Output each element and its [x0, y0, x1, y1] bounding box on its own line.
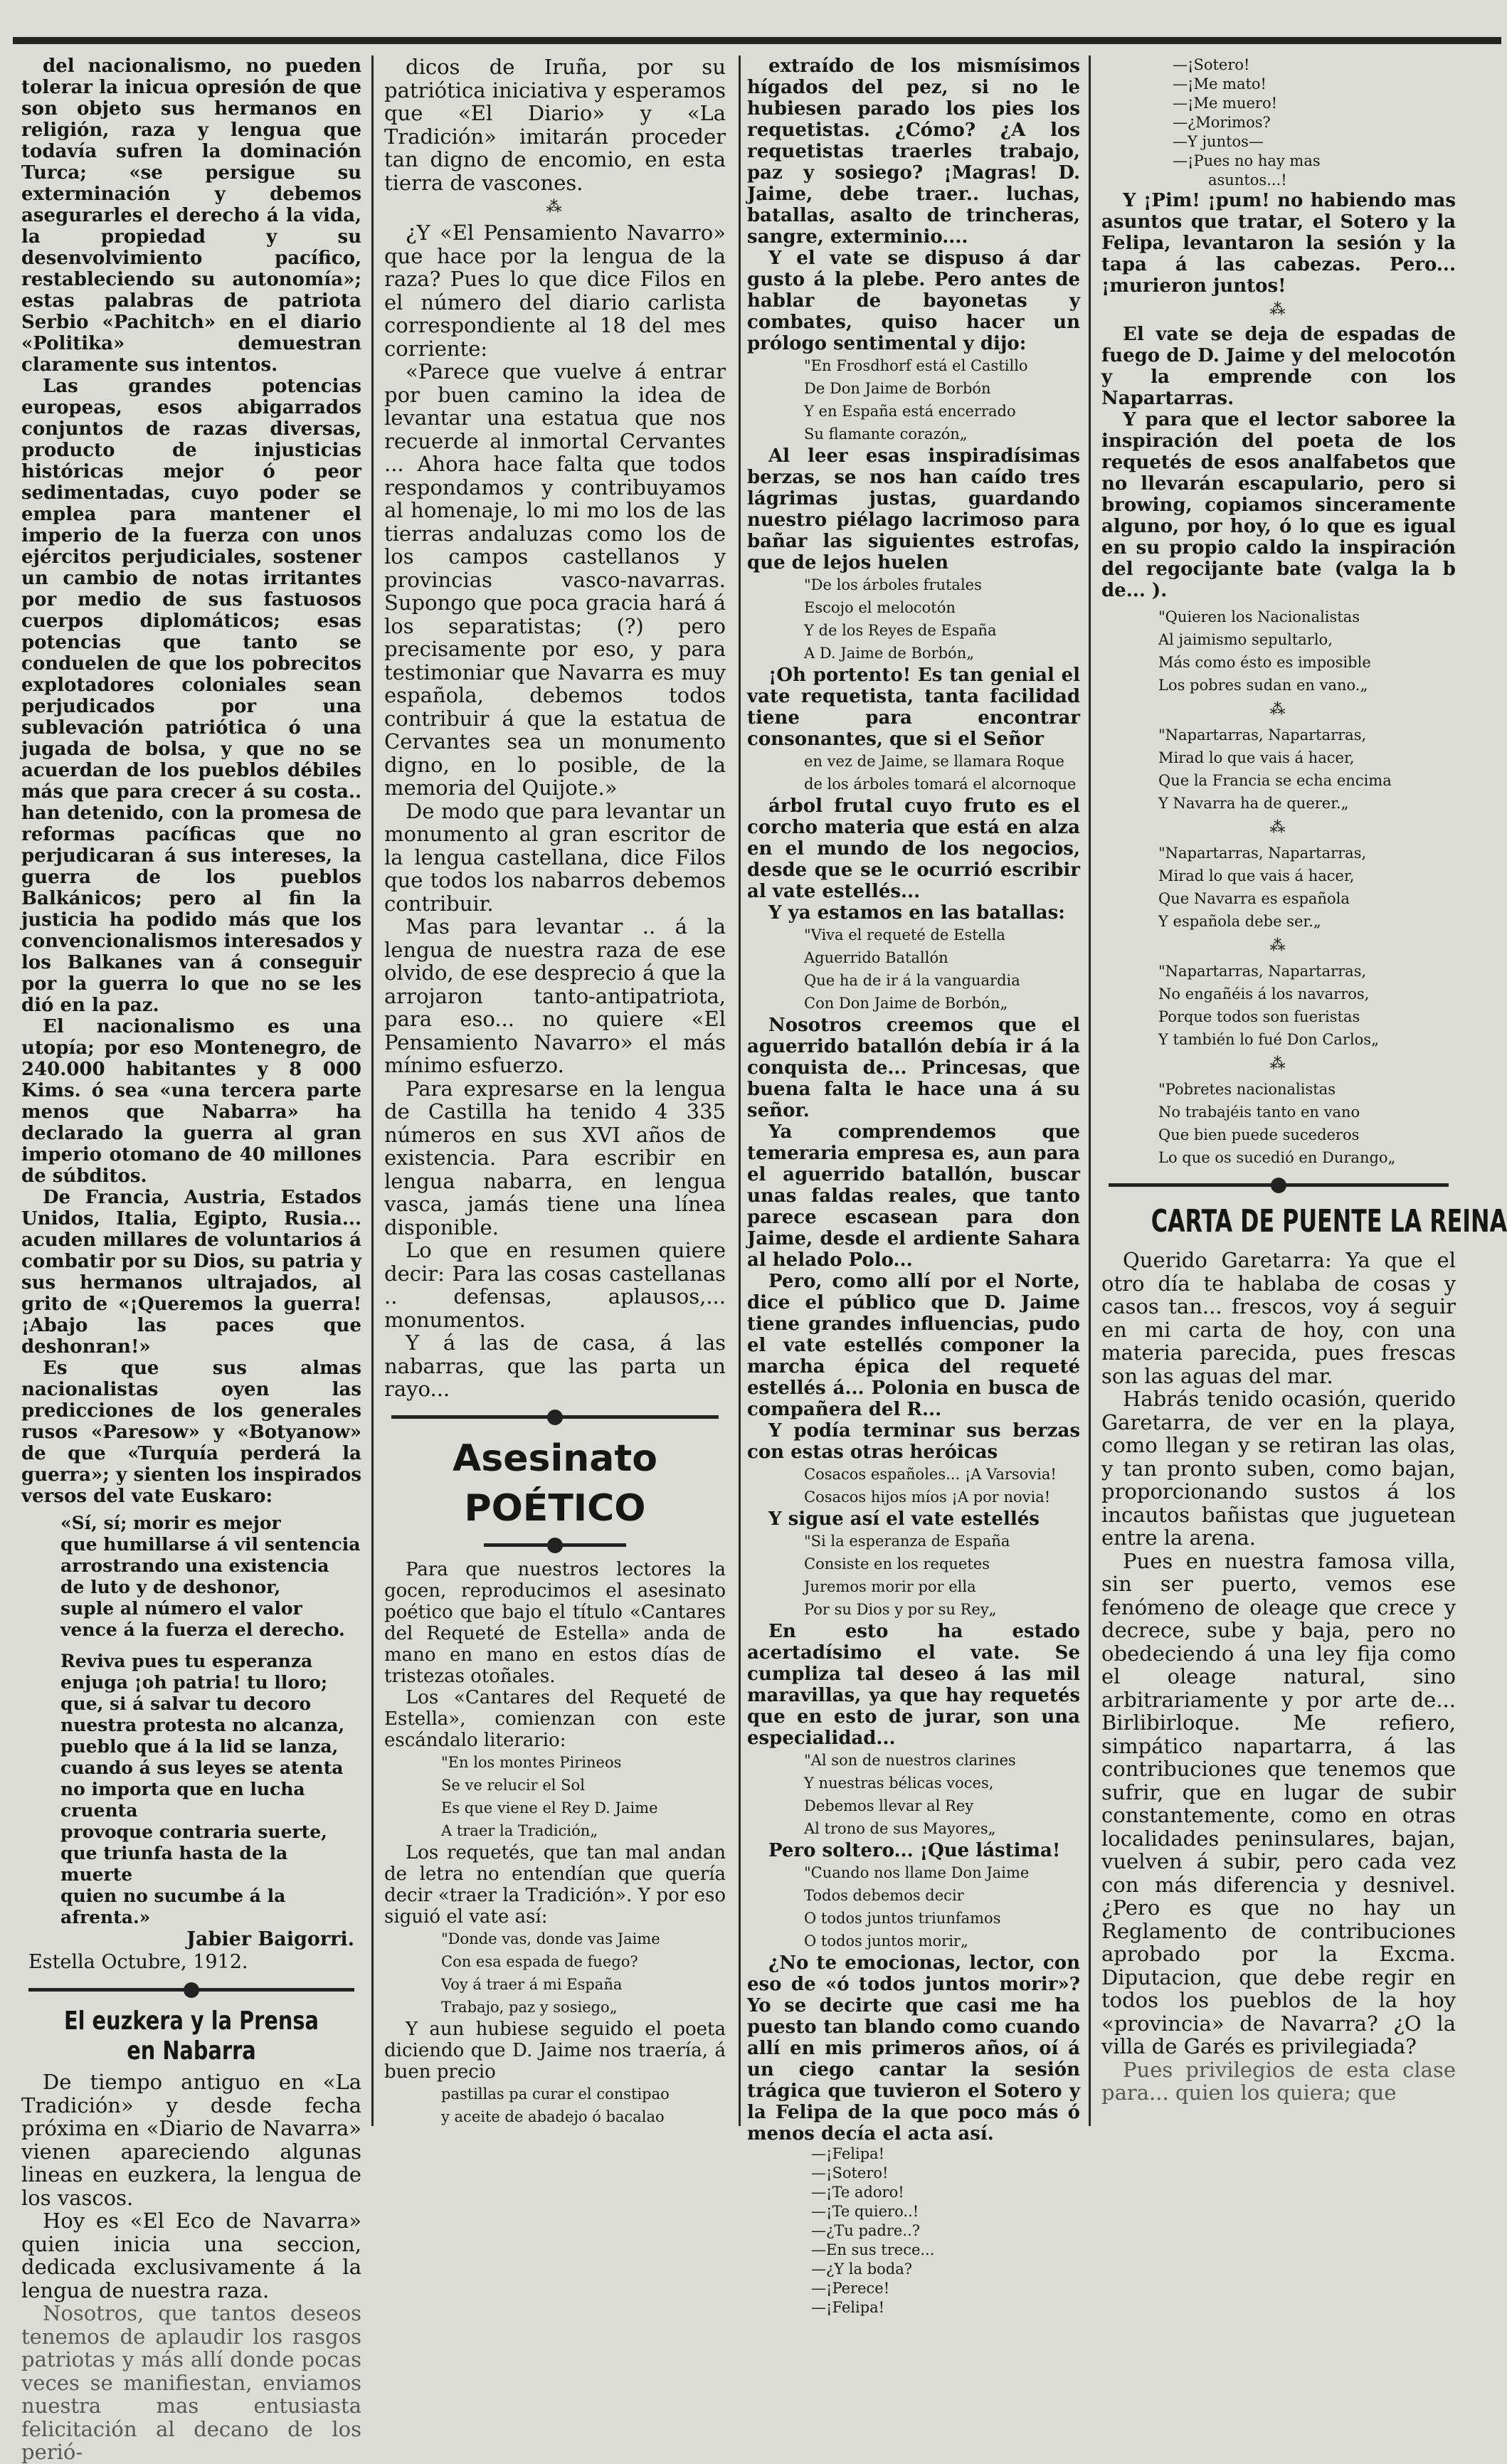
verse-line: pueblo que á la lid se lanza, — [60, 1736, 339, 1757]
verse-line: "Cuando nos llame Don Jaime — [804, 1864, 1030, 1881]
verse-line: "De los árboles frutales — [804, 576, 982, 593]
verse-line: Que ha de ir á la vanguardia — [804, 972, 1020, 989]
verse — [1101, 724, 1456, 815]
paragraph: Los requetés, que tan mal andan de letra no entendían que quería decir «traer la Tradición». Y por eso siguió el vate así: — [384, 1841, 726, 1928]
verse — [747, 354, 1080, 445]
paragraph: De Francia, Austria, Estados Unidos, Italia, Egipto, Rusia... acuden millares de voluntarios á combatir por su Dios, su patria y sus hermanos ultrajados, al grito de «¡Queremos la guerra! ¡Abajo las paces que deshonran!» — [21, 1187, 361, 1358]
verse-line: De Don Jaime de Borbón — [804, 380, 991, 397]
verse-line: suple al número el valor — [60, 1598, 302, 1619]
verse-line: cuando á sus leyes se atenta — [60, 1757, 344, 1778]
verse-line: "Napartarras, Napartarras, — [1158, 845, 1367, 862]
verse-line: Su flamante corazón„ — [804, 425, 968, 443]
ornament-divider — [28, 1981, 354, 1999]
verse-line: "En los montes Pirineos — [441, 1753, 622, 1771]
verse-line: Aguerrido Batallón — [804, 949, 948, 966]
paragraph: Es que sus almas nacionalistas oyen las predicciones de los generales rusos «Paresow» y «Botyanow» de que «Turquía perderá la guerra»; y sienten los inspirados versos del vate Euskaro: — [21, 1358, 361, 1507]
dialogue-line: —¡Felipa! — [811, 2299, 885, 2316]
verse — [747, 1749, 1080, 1840]
verse-line: Que Navarra es española — [1158, 890, 1350, 907]
paragraph: Nosotros creemos que el aguerrido batallón debía ir á la conquista de... Princesas, que buena falta le hace una á su señor. — [747, 1015, 1080, 1121]
dialogue — [747, 2145, 1080, 2317]
paragraph: ¡Oh portento! Es tan genial el vate requetista, tanta facilidad tiene para encontrar consonantes, que si el Señor — [747, 665, 1080, 750]
dialogue-line: —En sus trece... — [811, 2241, 935, 2258]
verse-line: y aceite de abadejo ó bacalao — [441, 2108, 665, 2125]
verse-line: "Napartarras, Napartarras, — [1158, 963, 1367, 980]
section-title: CARTA DE PUENTE LA REINA — [1151, 1203, 1507, 1239]
verse-line: Al trono de sus Mayores„ — [804, 1820, 996, 1837]
column-2 — [384, 55, 726, 2133]
paragraph: El vate se deja de espadas de fuego de D. Jaime y del melocotón y la emprende con los Napartarras. — [1101, 324, 1456, 409]
verse-line: Trabajo, paz y sosiego„ — [441, 1998, 618, 2016]
dialogue-line: —¡Te quiero..! — [811, 2203, 919, 2220]
paragraph: Y aun hubiese seguido el poeta diciendo que D. Jaime nos traería, á buen precio — [384, 2018, 726, 2083]
verse-line: A traer la Tradición„ — [441, 1821, 598, 1839]
dialogue-line: —¡Te adoro! — [811, 2184, 904, 2201]
ornament-divider — [391, 1408, 719, 1427]
signature: Jabier Baigorri. — [186, 1928, 354, 1950]
verse-line: que, si á salvar tu decoro — [60, 1693, 312, 1714]
section-title: Asesinato POÉTICO — [453, 1437, 657, 1530]
paragraph: Y sigue así el vate estellés — [768, 1508, 1040, 1530]
verse-line: Reviva pues tu esperanza — [60, 1651, 313, 1671]
dialogue-line: —¿Y la boda? — [811, 2261, 913, 2278]
paragraph: Los «Cantares del Requeté de Estella», comienzan con este escándalo literario: — [384, 1686, 726, 1751]
verse-line: "En Frosdhorf está el Castillo — [804, 357, 1028, 374]
verse-line: Porque todos son fueristas — [1158, 1008, 1360, 1025]
verse-line: quien no sucumbe á la afrenta.» — [60, 1886, 286, 1928]
verse-line: Es que viene el Rey D. Jaime — [441, 1799, 658, 1817]
verse-line: Y española debe ser.„ — [1158, 913, 1321, 930]
paragraph: Y ¡Pim! ¡pum! no habiendo mas asuntos que tratar, el Sotero y la Felipa, levantaron la sesión y la tapa á las cabezas. Pero... ¡murieron juntos! — [1101, 190, 1456, 297]
verse-line: "Si la esperanza de España — [804, 1533, 1010, 1550]
section-title: El euzkera y la Prensa en Nabarra — [63, 2006, 319, 2066]
paragraph: Hoy es «El Eco de Navarra» quien inicia una seccion, dedicada exclusivamente á la lengua de nuestra raza. — [21, 2209, 361, 2302]
verse-line: Y nuestras bélicas voces, — [804, 1775, 994, 1792]
place-date: Estella Octubre, 1912. — [28, 1951, 248, 1973]
verse-line: provoque contraria suerte, — [60, 1821, 327, 1842]
paragraph: del nacionalismo, no pueden tolerar la inicua opresión de que son objeto sus hermanos en religión, raza y lengua que todavía sufren la dominación Turca; «se persigue su exterminación y debemos asegurarles el derecho á la vida, la propiedad y su desenvolvimiento pacífico, restableciendo su autonomía»; estas palabras de patriota Serbio «Pachitch» en el diario «Politika» demuestran claramente sus intentos. — [21, 55, 361, 376]
verse-line: no importa que en lucha cruenta — [60, 1779, 305, 1821]
verse-line: O todos juntos triunfamos — [804, 1910, 1001, 1927]
verse-line: que humillarse á vil sentencia — [60, 1534, 361, 1555]
dialogue-line: —¡Pues no hay mas — [1173, 152, 1321, 169]
verse — [747, 1530, 1080, 1621]
verse-line: Y de los Reyes de España — [804, 622, 997, 639]
dialogue-line: —¡Sotero! — [811, 2164, 889, 2182]
verse-line: pastillas pa curar el constipao — [441, 2085, 670, 2103]
verse — [1101, 1078, 1456, 1169]
verse — [747, 924, 1080, 1015]
verse — [384, 1928, 726, 2019]
verse-line: en vez de Jaime, se llamara Roque — [804, 753, 1064, 770]
paragraph: Pero, como allí por el Norte, dice el público que D. Jaime tiene grandes influencias, pudo el vate estellés componer la marcha épica del requeté estellés á... Polonia en busca de compañera del R... — [747, 1271, 1080, 1420]
verse-line: "Viva el requeté de Estella — [804, 926, 1005, 943]
verse-line: "Al son de nuestros clarines — [804, 1752, 1016, 1769]
verse-line: Mirad lo que vais á hacer, — [1158, 749, 1355, 766]
paragraph: árbol frutal cuyo fruto es el corcho materia que está en alza en el mundo de los negocios, desde que se le ocurrió escribir al vate estellés... — [747, 795, 1080, 902]
dialogue-line: —¿Morimos? — [1173, 114, 1271, 131]
column-rule — [739, 55, 741, 2126]
paragraph: dicos de Iruña, por su patriótica iniciativa y esperamos que «El Diario» y «La Tradición» imitarán proceder tan digno de encomio, en esta tierra de vascones. — [384, 55, 726, 195]
verse-line: Más como ésto es imposible — [1158, 654, 1371, 671]
asterism: ⁂ — [1269, 701, 1288, 719]
paragraph: Al leer esas inspiradísimas berzas, se nos han caído tres lágrimas justas, guardando nuestro piélago lacrimoso para bañar las siguientes estrofas, que de lejos huelen — [747, 445, 1080, 573]
paragraph: En esto ha estado acertadísimo el vate. Se cumpliza tal deseo á las mil maravillas, ya que hay requetés que en esto de jurar, son una especialidad... — [747, 1621, 1080, 1749]
paragraph: Las grandes potencias europeas, esos abigarrados conjuntos de razas diversas, producto de injusticias históricas mejor ó peor sedimentadas, cuyo poder se emplea para mantener el imperio de la fuerza con unos ejércitos perjudiciales, sostener un cambio de notas irritantes por medio de sus fastuosos cuerpos diplomáticos; esas potencias que tanto se conduelen de que los pobrecitos explotadores coloniales sean perjudicados por una sublevación patriótica ó una jugada de bolsa, y que no se acuerdan de los pueblos débiles más que para crecer á su costa.. han detenido, con la promesa de reformas pacíficas que no perjudicaran á sus intereses, la guerra de los pueblos Balkánicos; pero al fin la justicia ha podido más que los convencionalismos interesados y los Balkanes van á conseguir por la guerra lo que no se les dió en la paz. — [21, 376, 361, 1016]
paragraph: Para que nuestros lectores la gocen, reproducimos el asesinato poético que bajo el título «Cantares del Requeté de Estella» anda de mano en mano en estos días de tristezas otoñales. — [384, 1558, 726, 1687]
verse-line: "Donde vas, donde vas Jaime — [441, 1930, 660, 1947]
verse-line: de luto y de deshonor, — [60, 1577, 281, 1597]
verse — [1101, 606, 1456, 697]
paragraph: Querido Garetarra: Ya que el otro día te hablaba de cosas y casos tan... frescos, voy á seguir en mi carta de hoy, con una materia parecida, pues frescas son las aguas del mar. — [1101, 1248, 1456, 1388]
verse-line: Con esa espada de fuego? — [441, 1952, 638, 1970]
column-rule — [371, 55, 374, 2126]
verse-line: Cosacos españoles... ¡A Varsovia! — [804, 1466, 1057, 1483]
dialogue-line: —¿Tu padre..? — [811, 2222, 920, 2239]
verse — [21, 1651, 361, 1928]
column-rule — [1089, 55, 1091, 2126]
asterism: ⁂ — [1269, 1055, 1288, 1073]
verse-line: Voy á traer á mi España — [441, 1975, 623, 1993]
verse-line: No trabajéis tanto en vano — [1158, 1104, 1360, 1121]
dialogue — [1101, 55, 1456, 190]
verse-line: O todos juntos morir„ — [804, 1932, 968, 1950]
paragraph: El nacionalismo es una utopía; por eso Montenegro, de 240.000 habitantes y 8 000 Kims. ó sea «una tercera parte menos que Nabarra» ha declarado la guerra al gran imperio otomano de 40 millones de súbditos. — [21, 1016, 361, 1187]
paragraph: «Parece que vuelve á entrar por buen camino la idea de levantar una estatua que nos recuerde al inmortal Cervantes ... Ahora hace falta que todos respondamos y contribuyamos al homenaje, lo mi mo los de las tierras andaluzas como los de los campos castellanos y provincias vasco-navarras. Supongo que poca gracia hará á los separatistas; (?) pero precisamente por eso, y para testimoniar que Navarra es muy española, debemos todos contribuir á que la estatua de Cervantes sea un monumento digno, en lo posible, de la memoria del Quijote.» — [384, 359, 726, 800]
asterism: ⁂ — [1269, 819, 1288, 837]
verse-line: No engañéis á los navarros, — [1158, 985, 1370, 1003]
paragraph: Y á las de casa, á las nabarras, que las parta un rayo... — [384, 1331, 726, 1401]
dialogue-line: —Y juntos— — [1173, 133, 1264, 150]
verse-line: Y también lo fué Don Carlos„ — [1158, 1031, 1379, 1048]
verse-line: Todos debemos decir — [804, 1887, 964, 1904]
verse-line: "Pobretes nacionalistas — [1158, 1081, 1336, 1098]
paragraph: Y podía terminar sus berzas con estas otras heróicas — [747, 1420, 1080, 1463]
verse-line: Los pobres sudan en vano.„ — [1158, 677, 1368, 694]
verse-line: Lo que os sucedió en Durango„ — [1158, 1149, 1396, 1166]
paragraph: Y ya estamos en las batallas: — [768, 902, 1065, 924]
verse-line: vence á la fuerza el derecho. — [60, 1619, 345, 1640]
paragraph: Pues en nuestra famosa villa, sin ser puerto, vemos ese fenómeno de oleage que crece y decrece, sube y baja, pero no obedeciendo á una ley fija como el oleage natural, sino arbitrariamente y por arte de... Birlibirloque. Me refiero, simpático napartarra, á las contribuciones que tenemos que sufrir, que en lugar de subir constantemente, como en otras localidades peninsulares, bajan, vuelven á subir, pero cada vez con más diferencia y desnivel. ¿Pero es que no hay un Reglamento de contribuciones aprobado por la Excma. Diputacion, que debe regir en todos los pueblos de la hoy «provincia» de Navarra? ¿O la villa de Garés es privilegiada? — [1101, 1548, 1456, 2058]
top-rule — [13, 37, 1501, 44]
paragraph: Pues privilegios de esta clase para... quien los quiera; que — [1101, 2057, 1456, 2105]
verse — [1101, 960, 1456, 1051]
asterism: ⁂ — [1269, 937, 1288, 955]
paragraph: Para expresarse en la lengua de Castilla ha tenido 4 335 números en sus XVI años de existencia. Para escribir en lengua nabarra, en lengua vasca, jamás tiene una línea disponible. — [384, 1076, 726, 1239]
verse-line: Se ve relucir el Sol — [441, 1776, 585, 1794]
verse-line: Cosacos hijos míos ¡A por novia! — [804, 1489, 1051, 1506]
paragraph: Ya comprendemos que temeraria empresa es, aun para el aguerrido batallón, buscar unas faldas reales, que tanto parece escasean para don Jaime, desde el ardiente Sahara al helado Polo... — [747, 1121, 1080, 1271]
verse-line: Juremos morir por ella — [804, 1578, 976, 1595]
verse-line: Debemos llevar al Rey — [804, 1797, 974, 1814]
paragraph: De modo que para levantar un monumento al gran escritor de la lengua castellana, dice Filos que todos los nabarros debemos contribuir. — [384, 798, 726, 916]
verse-line: "Quieren los Nacionalistas — [1158, 608, 1360, 625]
paragraph: De tiempo antiguo en «La Tradición» y desde fecha próxima en «Diario de Navarra» vienen apareciendo algunas lineas en euzkera, la lengua de los vascos. — [21, 2070, 361, 2210]
verse-line: Que la Francia se echa encima — [1158, 772, 1392, 789]
paragraph: Lo que en resumen quiere decir: Para las cosas castellanas .. defensas, aplausos,... monumentos. — [384, 1238, 726, 1332]
dialogue-line: —¡Sotero! — [1173, 56, 1250, 73]
verse-line: nuestra protesta no alcanza, — [60, 1715, 345, 1735]
column-1 — [21, 55, 361, 2464]
ornament-divider — [1109, 1176, 1449, 1195]
verse — [747, 1861, 1080, 1952]
verse — [384, 2083, 726, 2128]
dialogue-line: —¡Perece! — [811, 2280, 890, 2297]
asterism: ⁂ — [1269, 301, 1288, 319]
paragraph: Habrás tenido ocasión, querido Garetarra, de ver en la playa, como llegan y se retiran las olas, y tan pronto suben, como bajan, proporcionando sustos á los incautos bañistas que juguetean entre la arena. — [1101, 1387, 1456, 1550]
verse-line: Y en España está encerrado — [804, 403, 1016, 420]
verse-line: que triunfa hasta de la muerte — [60, 1843, 288, 1885]
verse — [1101, 842, 1456, 933]
paragraph: Y el vate se dispuso á dar gusto á la plebe. Pero antes de hablar de bayonetas y combates, quiso hacer un prólogo sentimental y dijo: — [747, 248, 1080, 354]
verse-line: Que bien puede sucederos — [1158, 1126, 1360, 1143]
verse-line: Escojo el melocotón — [804, 599, 956, 616]
verse-line: Con Don Jaime de Borbón„ — [804, 995, 1008, 1012]
verse-line: Al jaimismo sepultarlo, — [1158, 631, 1333, 648]
verse-line: Y Navarra ha de querer.„ — [1158, 795, 1349, 812]
verse-line: Por su Dios y por su Rey„ — [804, 1601, 997, 1618]
ornament-divider — [484, 1536, 626, 1555]
paragraph: Nosotros, que tantos deseos tenemos de aplaudir los rasgos patriotas y más allí donde pocas veces se manifiestan, enviamos nuestra mas entusiasta felicitación al decano de los perió- — [21, 2301, 361, 2464]
verse-line: Mirad lo que vais á hacer, — [1158, 867, 1355, 884]
dialogue-line: —¡Felipa! — [811, 2145, 885, 2162]
verse-line: "Napartarras, Napartarras, — [1158, 726, 1367, 744]
verse-line: Consiste en los requetes — [804, 1555, 990, 1572]
column-3 — [747, 55, 1080, 2316]
verse-line: arrostrando una existencia — [60, 1555, 329, 1576]
verse — [747, 1463, 1080, 1508]
paragraph: Mas para levantar .. á la lengua de nuestra raza de ese olvido, de ese desprecio á que la arrojaron tanto-antipatriota, para eso... no quiere «El Pensamiento Navarro» el más mínimo esfuerzo. — [384, 914, 726, 1077]
column-4 — [1101, 55, 1507, 2133]
verse — [21, 1513, 361, 1641]
verse-line: enjuga ¡oh patria! tu lloro; — [60, 1672, 328, 1693]
paragraph: Pero soltero... ¡Que lástima! — [768, 1840, 1061, 1861]
verse — [747, 750, 1080, 795]
verse-line: de los árboles tomará el alcornoque — [804, 776, 1077, 793]
paragraph: extraído de los mismísimos hígados del pez, si no le hubiesen parado los pies los requetistas. ¿Cómo? ¿A los requetistas traerles trabajo, paz y sosiego? ¡Magras! D. Jaime, debe traer.. luchas, batallas, asalto de trincheras, sangre, exterminio.... — [747, 55, 1080, 248]
paragraph: Y para que el lector saboree la inspiración del poeta de los requetés de esos analfabetos que no llevarán escapulario, pero si browing, copiamos sinceramente alguno, por hoy, ó lo que es igual en su propio caldo la inspiración del regocijante bate (valga la b de... ). — [1101, 409, 1456, 601]
verse-line: «Sí, sí; morir es mejor — [60, 1513, 281, 1533]
verse-line: A D. Jaime de Borbón„ — [804, 645, 975, 662]
verse — [384, 1751, 726, 1842]
paragraph: ¿No te emocionas, lector, con eso de «ó todos juntos morir»? Yo se decirte que casi me ha puesto tan blando como cuando allí en mis primeros años, oí á un ciego cantar la sesión trágica que tuvieron el Sotero y la Felipa de la que poco más ó menos decía el acta así. — [747, 1952, 1080, 2145]
dialogue-line: —¡Me mato! — [1173, 75, 1267, 92]
dialogue-line: —¡Me muero! — [1173, 95, 1278, 112]
asterism: ⁂ — [546, 199, 564, 216]
dialogue-line: asuntos...! — [1208, 171, 1287, 189]
verse — [747, 573, 1080, 665]
paragraph: ¿Y «El Pensamiento Navarro» que hace por la lengua de la raza? Pues lo que dice Filos en el número del diario carlista correspondiente al 18 del mes corriente: — [384, 221, 726, 361]
